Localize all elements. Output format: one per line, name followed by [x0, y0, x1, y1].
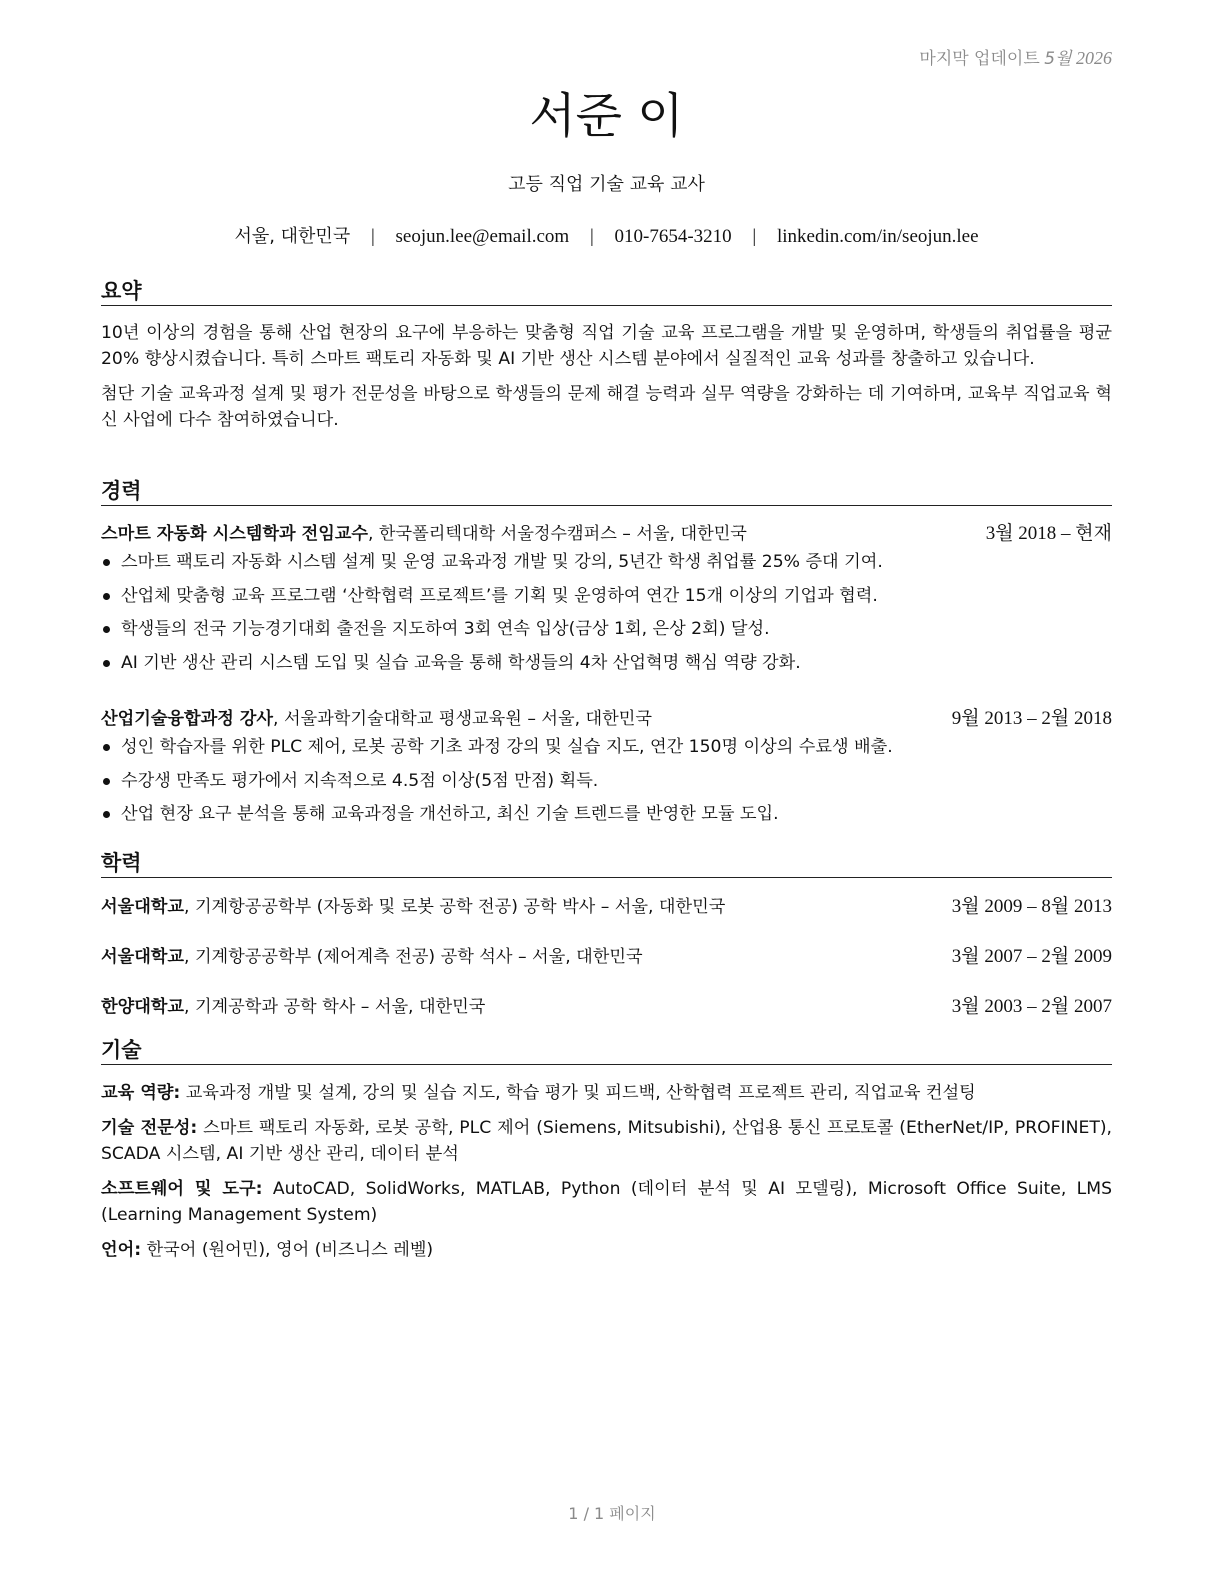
separator: | [752, 226, 757, 247]
separator: | [370, 226, 375, 247]
job-title: 스마트 자동화 시스템학과 전임교수 [101, 524, 368, 544]
skill-line [101, 1115, 1112, 1167]
linkedin-link[interactable]: linkedin.com/in/seojun.lee [776, 226, 979, 247]
list-item: 스마트 팩토리 자동화 시스템 설계 및 운영 교육과정 개발 및 강의, 5년간 학생 취업률 25% 증대 기여. [101, 549, 1112, 575]
updated-month: 5월 [1044, 49, 1072, 69]
job-org: , 서울과학기술대학교 평생교육원 – 서울, 대한민국 [273, 709, 652, 729]
summary-paragraph: 10년 이상의 경험을 통해 산업 현장의 요구에 부응하는 맞춤형 직업 기술 교육 프로그램을 개발 및 운영하며, 학생들의 취업률을 평균 20% 향상시켰습니다. 특히 스마트 팩토리 자동화 및 AI 기반 생산 시스템 분야에서 실질적인 교육 성과를 창출하고 있습니다. [101, 323, 1112, 369]
education-date: 3월 2003 – 2월 2007 [951, 996, 1112, 1017]
list-item: 성인 학습자를 위한 PLC 제어, 로봇 공학 기초 과정 강의 및 실습 지도, 연간 150명 이상의 수료생 배출. [101, 734, 1112, 760]
experience-heading: 경력 [101, 478, 1112, 506]
skill-text: 스마트 팩토리 자동화, 로봇 공학, PLC 제어 (Siemens, Mitsubishi), 산업용 통신 프로토콜 (EtherNet/IP, PROFINET), SCADA 시스템, AI 기반 생산 관리, 데이터 분석 [101, 1118, 1113, 1164]
location: 서울, 대한민국 [234, 226, 351, 247]
list-item: 수강생 만족도 평가에서 지속적으로 4.5점 이상(5점 만점) 획득. [101, 768, 1112, 794]
job-date: 3월 2018 – 현재 [985, 523, 1112, 544]
skill-text: AutoCAD, SolidWorks, MATLAB, Python (데이터 분석 및 AI 모델링), Microsoft Office Suite, LMS (Learning Management System) [101, 1179, 1112, 1225]
skill-label: 소프트웨어 및 도구: [101, 1179, 263, 1199]
education-entry [101, 994, 1112, 1020]
skill-label: 언어: [101, 1240, 142, 1260]
skill-line [101, 1237, 1112, 1263]
job-entry [101, 706, 1112, 835]
job-title: 고등 직업 기술 교육 교사 [508, 174, 705, 195]
summary-paragraph: 첨단 기술 교육과정 설계 및 평가 전문성을 바탕으로 학생들의 문제 해결 능력과 실무 역량을 강화하는 데 기여하며, 교육부 직업교육 혁신 사업에 다수 참여하였습니다. [101, 384, 1112, 430]
list-item: 산업 현장 요구 분석을 통해 교육과정을 개선하고, 최신 기술 트렌드를 반영한 모듈 도입. [101, 801, 1112, 827]
skill-label: 기술 전문성: [101, 1118, 198, 1138]
education-entry [101, 944, 1112, 970]
school-name: 서울대학교 [101, 947, 185, 967]
contact-line [101, 224, 1112, 250]
list-item: AI 기반 생산 관리 시스템 도입 및 실습 교육을 통해 학생들의 4차 산업혁명 핵심 역량 강화. [101, 650, 1112, 676]
education-date: 3월 2007 – 2월 2009 [951, 946, 1112, 967]
job-entry [101, 521, 1112, 683]
degree-detail: , 기계항공공학부 (제어계측 전공) 공학 석사 – 서울, 대한민국 [184, 947, 643, 967]
person-name: 서준 이 [529, 88, 684, 144]
skill-line [101, 1176, 1112, 1228]
updated-year: 2026 [1076, 48, 1112, 68]
email-link[interactable]: seojun.lee@email.com [395, 226, 570, 247]
summary-section [101, 320, 1112, 442]
summary-heading: 요약 [101, 278, 1112, 306]
list-item: 학생들의 전국 기능경기대회 출전을 지도하여 3회 연속 입상(금상 1회, 은상 2회) 달성. [101, 616, 1112, 642]
job-title: 산업기술융합과정 강사 [101, 709, 274, 729]
job-org: , 한국폴리텍대학 서울정수캠퍼스 – 서울, 대한민국 [368, 524, 747, 544]
skills-section [101, 1080, 1112, 1272]
skill-text: 한국어 (원어민), 영어 (비즈니스 레벨) [141, 1240, 434, 1260]
job-date: 9월 2013 – 2월 2018 [951, 708, 1112, 729]
updated-label: 마지막 업데이트 [919, 49, 1040, 69]
last-updated [919, 44, 1112, 69]
skill-line [101, 1080, 1112, 1106]
education-heading: 학력 [101, 850, 1112, 878]
skills-heading: 기술 [101, 1037, 1112, 1065]
separator: | [589, 226, 594, 247]
school-name: 한양대학교 [101, 997, 185, 1017]
page-number: 1 / 1 페이지 [568, 1504, 656, 1523]
phone: 010-7654-3210 [614, 226, 732, 247]
skill-text: 교육과정 개발 및 설계, 강의 및 실습 지도, 학습 평가 및 피드백, 산학협력 프로젝트 관리, 직업교육 컨설팅 [180, 1083, 976, 1103]
education-date: 3월 2009 – 8월 2013 [951, 896, 1112, 917]
skill-label: 교육 역량: [101, 1083, 181, 1103]
school-name: 서울대학교 [101, 897, 185, 917]
degree-detail: , 기계공학과 공학 학사 – 서울, 대한민국 [184, 997, 486, 1017]
degree-detail: , 기계항공공학부 (자동화 및 로봇 공학 전공) 공학 박사 – 서울, 대한민국 [184, 897, 726, 917]
list-item: 산업체 맞춤형 교육 프로그램 ‘산학협력 프로젝트’를 기획 및 운영하여 연간 15개 이상의 기업과 협력. [101, 583, 1112, 609]
education-entry [101, 894, 1112, 920]
